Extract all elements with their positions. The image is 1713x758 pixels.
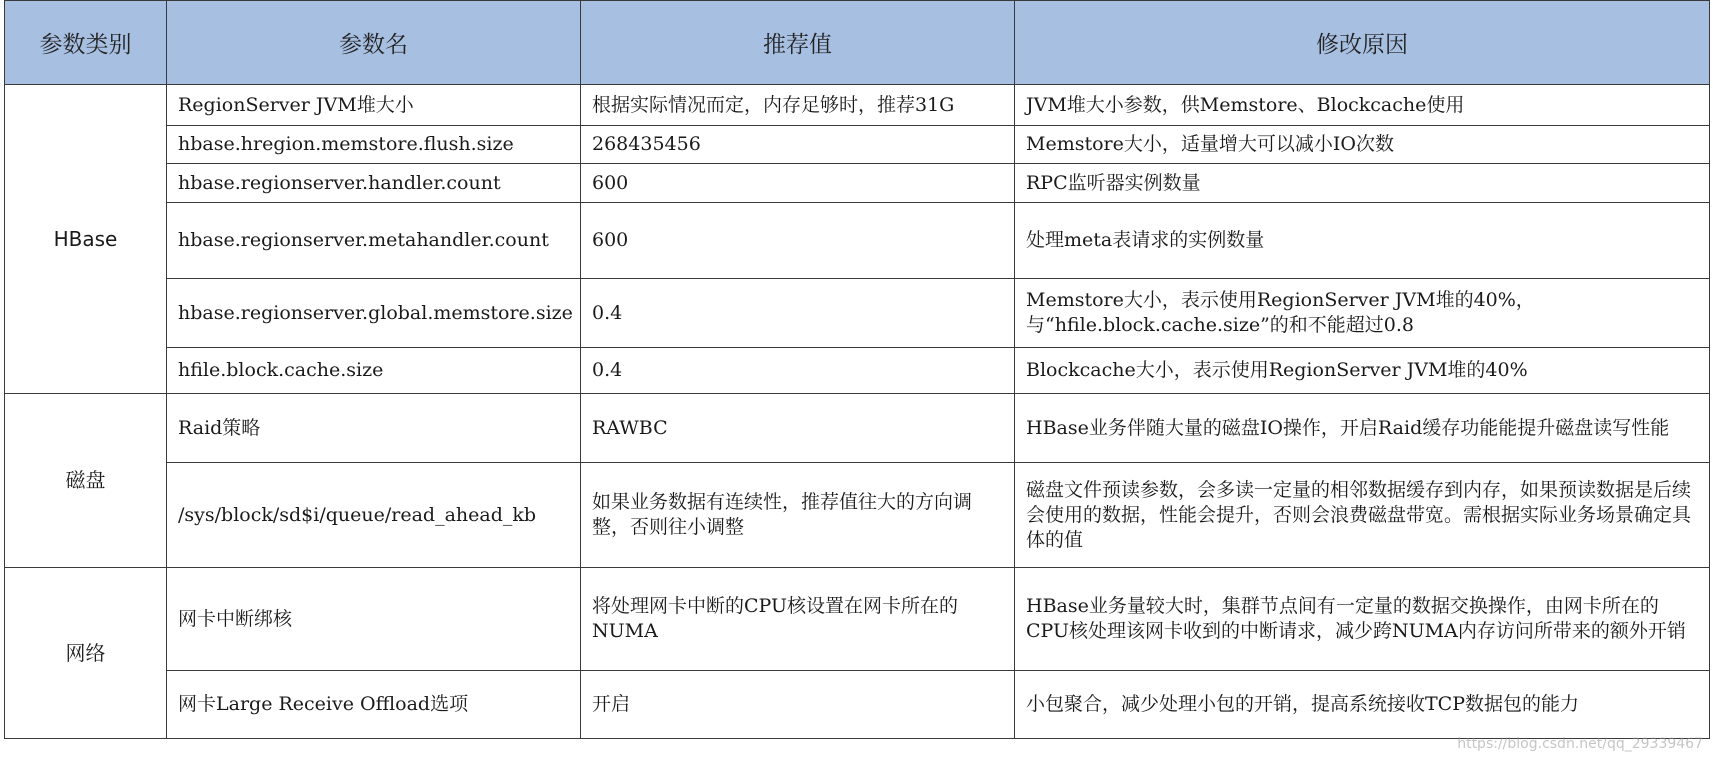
table-row (5, 348, 1710, 394)
param-name-cell: /sys/block/sd$i/queue/read_ahead_kb (167, 463, 581, 568)
table-row (5, 164, 1710, 203)
param-name-cell: hbase.regionserver.metahandler.count (167, 203, 581, 279)
param-reason-cell: Blockcache大小，表示使用RegionServer JVM堆的40% (1015, 348, 1710, 394)
param-reason-cell: 磁盘文件预读参数，会多读一定量的相邻数据缓存到内存，如果预读数据是后续会使用的数据，性能会提升，否则会浪费磁盘带宽。需根据实际业务场景确定具体的值 (1015, 463, 1710, 568)
table-row (5, 463, 1710, 568)
param-name-cell: 网卡Large Receive Offload选项 (167, 671, 581, 739)
header-category: 参数类别 (5, 1, 167, 85)
header-recommended-value: 推荐值 (581, 1, 1015, 85)
param-reason-cell: 小包聚合，减少处理小包的开销，提高系统接收TCP数据包的能力 (1015, 671, 1710, 739)
table-row (5, 394, 1710, 463)
param-reason-cell: RPC监听器实例数量 (1015, 164, 1710, 203)
param-reason-cell: HBase业务量较大时，集群节点间有一定量的数据交换操作，由网卡所在的CPU核处理该网卡收到的中断请求，减少跨NUMA内存访问所带来的额外开销 (1015, 568, 1710, 671)
param-value-cell: 根据实际情况而定，内存足够时，推荐31G (581, 85, 1015, 126)
category-cell: 网络 (5, 568, 167, 739)
watermark: https://blog.csdn.net/qq_29339467 (1457, 736, 1703, 752)
table-row (5, 126, 1710, 164)
param-name-cell: hbase.hregion.memstore.flush.size (167, 126, 581, 164)
header-param-name: 参数名 (167, 1, 581, 85)
param-name-cell: Raid策略 (167, 394, 581, 463)
category-cell: 磁盘 (5, 394, 167, 568)
param-name-cell: 网卡中断绑核 (167, 568, 581, 671)
param-value-cell: 如果业务数据有连续性，推荐值往大的方向调整，否则往小调整 (581, 463, 1015, 568)
table-row (5, 671, 1710, 739)
param-value-cell: 268435456 (581, 126, 1015, 164)
param-name-cell: RegionServer JVM堆大小 (167, 85, 581, 126)
param-value-cell: 将处理网卡中断的CPU核设置在网卡所在的NUMA (581, 568, 1015, 671)
param-value-cell: 开启 (581, 671, 1015, 739)
category-cell: HBase (5, 85, 167, 394)
parameter-table (4, 0, 1710, 739)
param-reason-cell: HBase业务伴随大量的磁盘IO操作，开启Raid缓存功能能提升磁盘读写性能 (1015, 394, 1710, 463)
table-container (4, 0, 1709, 758)
param-name-cell: hfile.block.cache.size (167, 348, 581, 394)
param-name-cell: hbase.regionserver.handler.count (167, 164, 581, 203)
table-row (5, 568, 1710, 671)
param-value-cell: 600 (581, 203, 1015, 279)
header-row (5, 1, 1710, 85)
param-value-cell: RAWBC (581, 394, 1015, 463)
param-value-cell: 0.4 (581, 348, 1015, 394)
param-reason-cell: 处理meta表请求的实例数量 (1015, 203, 1710, 279)
header-reason: 修改原因 (1015, 1, 1710, 85)
table-row (5, 85, 1710, 126)
table-row (5, 279, 1710, 348)
param-reason-cell: Memstore大小，表示使用RegionServer JVM堆的40%，与“hfile.block.cache.size”的和不能超过0.8 (1015, 279, 1710, 348)
param-value-cell: 600 (581, 164, 1015, 203)
param-name-cell: hbase.regionserver.global.memstore.size (167, 279, 581, 348)
param-reason-cell: Memstore大小，适量增大可以减小IO次数 (1015, 126, 1710, 164)
param-reason-cell: JVM堆大小参数，供Memstore、Blockcache使用 (1015, 85, 1710, 126)
table-row (5, 203, 1710, 279)
param-value-cell: 0.4 (581, 279, 1015, 348)
